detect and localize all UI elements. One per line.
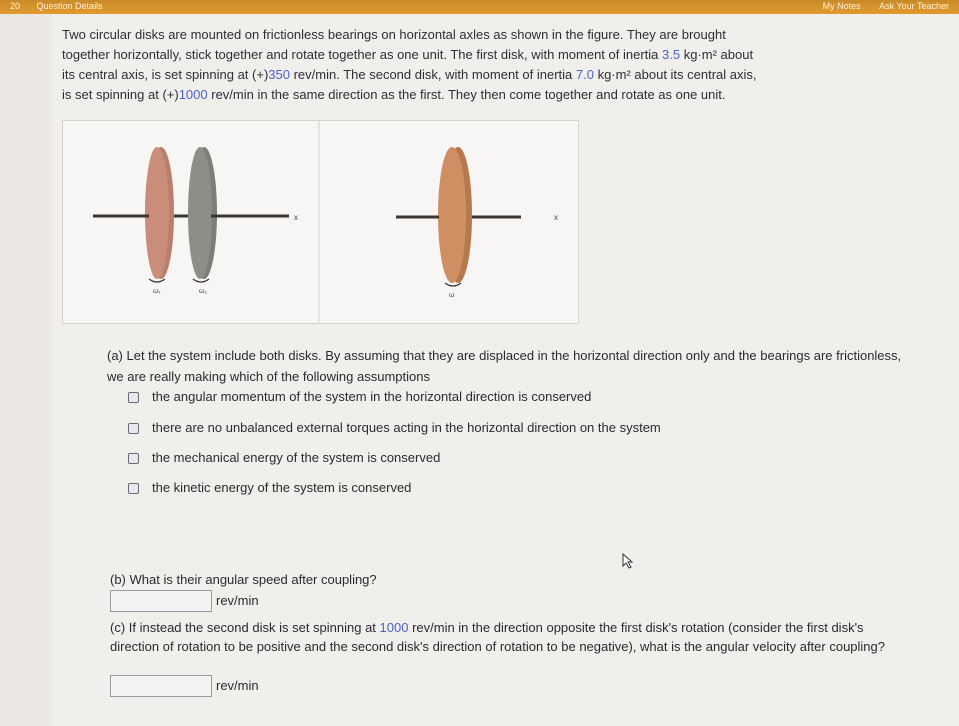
combined-disk xyxy=(438,147,466,283)
part-c-speed-value: 1000 xyxy=(379,620,409,635)
option-label: the mechanical energy of the system is conserved xyxy=(152,450,441,465)
checkbox[interactable] xyxy=(128,392,139,403)
part-b-unit: rev/min xyxy=(216,593,259,608)
option-label: the kinetic energy of the system is conserved xyxy=(152,480,412,495)
part-c-unit: rev/min xyxy=(216,678,259,693)
x-label-right: x xyxy=(554,213,558,222)
option-kinetic-energy[interactable] xyxy=(128,480,411,495)
part-b-question: (b) What is their angular speed after coupling? xyxy=(110,572,377,587)
option-mechanical-energy[interactable] xyxy=(128,450,440,465)
ask-teacher-link[interactable]: Ask Your Teacher xyxy=(879,1,949,11)
topbar-left xyxy=(10,1,117,11)
inertia1-value: 3.5 xyxy=(662,47,681,62)
problem-line xyxy=(62,25,942,45)
topbar-right xyxy=(807,1,949,11)
option-label: there are no unbalanced external torques acting in the horizontal direction on the system xyxy=(152,420,661,435)
text-segment: rev/min. The second disk, with moment of inertia xyxy=(289,67,576,82)
problem-statement xyxy=(62,25,942,105)
rotation-arrow-1 xyxy=(149,279,165,282)
question-details-link[interactable]: Question Details xyxy=(36,1,103,11)
disks-figure xyxy=(62,120,579,324)
text-segment: Two circular disks are mounted on frictionless bearings on horizontal axles as shown in the figure. They are brought xyxy=(62,27,726,42)
text-segment: is set spinning at (+) xyxy=(62,87,179,102)
part-a-question: (a) Let the system include both disks. By assuming that they are displaced in the horizontal direction only and the bearings are frictionless, we are really making which of the following assumptions xyxy=(107,348,902,384)
my-notes-link[interactable]: My Notes xyxy=(822,1,861,11)
checkbox[interactable] xyxy=(128,453,139,464)
omega1-label: ω₁ xyxy=(153,288,161,295)
inertia2-value: 7.0 xyxy=(575,67,594,82)
speed2-value: 1000 xyxy=(178,87,208,102)
disk2 xyxy=(188,147,212,279)
part-b-answer-input[interactable] xyxy=(110,590,212,612)
option-angular-momentum[interactable] xyxy=(128,389,591,404)
text-segment: its central axis, is set spinning at (+) xyxy=(62,67,269,82)
question-number: 20 xyxy=(10,1,21,11)
text-segment: rev/min in the direction opposite the first disk's rotation (consider the first disk's direction of rotation to be positive and the second disk's direction of rotation to be negative), what is the angular velocity after coupling? xyxy=(110,620,885,654)
top-bar xyxy=(0,0,959,14)
speed1-value: 350 xyxy=(268,67,290,82)
problem-line xyxy=(62,85,942,105)
part-c-answer-input[interactable] xyxy=(110,675,212,697)
option-no-torques[interactable] xyxy=(128,420,661,435)
rotation-arrow-combined xyxy=(445,283,461,286)
rotation-arrow-2 xyxy=(193,279,209,282)
omega2-label: ω₂ xyxy=(199,288,208,295)
part-c-question xyxy=(110,618,890,656)
text-segment: (c) If instead the second disk is set spinning at xyxy=(110,620,380,635)
checkbox[interactable] xyxy=(128,423,139,434)
disk1 xyxy=(145,147,169,279)
problem-line xyxy=(62,45,942,65)
option-label: the angular momentum of the system in the horizontal direction is conserved xyxy=(152,389,592,404)
text-segment: kg·m² about its central axis, xyxy=(593,67,757,82)
omega-label: ω xyxy=(449,292,455,299)
mouse-cursor-icon xyxy=(622,553,634,569)
text-segment: rev/min in the same direction as the first. They then come together and rotate as one unit. xyxy=(207,87,726,102)
disks-diagram xyxy=(63,121,578,323)
text-segment: together horizontally, stick together and rotate together as one unit. The first disk, with moment of inertia xyxy=(62,47,662,62)
problem-line xyxy=(62,65,942,85)
text-segment: kg·m² about xyxy=(680,47,754,62)
x-label-left: x xyxy=(294,213,298,222)
checkbox[interactable] xyxy=(128,483,139,494)
